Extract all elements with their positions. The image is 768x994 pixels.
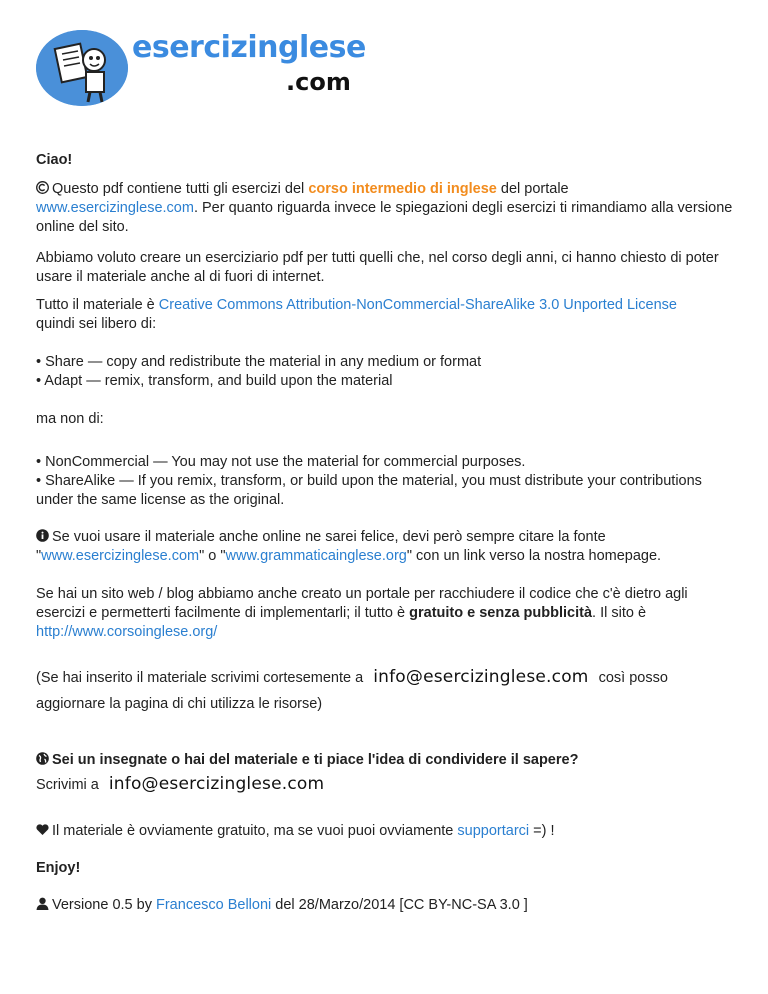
support-link[interactable]: supportarci <box>457 823 530 839</box>
support-text-2: =) ! <box>529 823 555 839</box>
course-link[interactable]: corso intermedio di inglese <box>308 181 497 197</box>
list-item: • ShareAlike — If you remix, transform, or build upon the material, you must distribute your contributions under the same license as the original. <box>36 473 702 508</box>
esercizinglese-link[interactable]: www.esercizinglese.com <box>41 548 200 564</box>
list-item: • NonCommercial — You may not use the material for commercial purposes. <box>36 454 526 470</box>
intro-paragraph <box>36 180 736 237</box>
version-text-2: del 28/Marzo/2014 [CC BY-NC-SA 3.0 ] <box>271 897 528 913</box>
notify-paragraph <box>36 668 736 688</box>
logo-domain: .com <box>286 68 351 96</box>
license-paragraph <box>36 296 736 334</box>
license-text-2: quindi sei libero di: <box>36 316 157 332</box>
license-text: Tutto il materiale è <box>36 297 159 313</box>
teacher-text: Scrivimi a <box>36 777 99 793</box>
email-link[interactable]: info@esercizinglese.com <box>108 774 325 794</box>
info-icon <box>36 529 49 542</box>
corsoinglese-link[interactable]: http://www.corsoinglese.org/ <box>36 624 218 640</box>
grammaticainglese-link[interactable]: www.grammaticainglese.org <box>225 548 407 564</box>
license-link[interactable]: Creative Commons Attribution-NonCommercial-ShareAlike 3.0 Unported License <box>158 297 677 313</box>
notify-text-2: così posso <box>598 670 668 686</box>
logo-wordmark: esercizinglese <box>132 30 366 65</box>
copyright-icon <box>36 181 49 194</box>
quote: " <box>36 548 42 564</box>
para-pdf: Abbiamo voluto creare un eserciziario pdf per tutti quelli che, nel corso degli anni, ci hanno chiesto di poter usare il materiale anche al di fuori di internet. <box>36 250 719 285</box>
notify-paragraph-2: aggiornare la pagina di chi utilizza le risorse) <box>36 696 323 712</box>
enjoy-label: Enjoy! <box>36 860 81 876</box>
intro-text-2: del portale <box>496 181 569 197</box>
logo-mascot-icon <box>36 30 128 106</box>
restrictions-list <box>36 453 736 510</box>
support-paragraph <box>36 822 736 841</box>
online-text-2: " con un link verso la nostra homepage. <box>406 548 662 564</box>
teacher-contact <box>36 775 736 795</box>
intro-text-3: . Per quanto riguarda invece le spiegazioni degli esercizi ti rimandiamo alla versione online del sito. <box>36 200 733 235</box>
list-item: • Share — copy and redistribute the material in any medium or format <box>36 354 482 370</box>
but-not-label: ma non di: <box>36 411 104 427</box>
version-line <box>36 896 736 915</box>
teacher-heading <box>36 751 736 770</box>
author-link[interactable]: Francesco Belloni <box>156 897 272 913</box>
teacher-heading-text: Sei un insegnate o hai del materiale e ti piace l'idea di condividere il sapere? <box>52 752 579 768</box>
intro-text: Questo pdf contiene tutti gli esercizi del <box>52 181 309 197</box>
blog-text-2: . Il sito è <box>592 605 647 621</box>
site-link[interactable]: www.esercizinglese.com <box>36 200 194 216</box>
globe-icon <box>36 752 49 765</box>
freedoms-list <box>36 353 736 391</box>
online-paragraph <box>36 528 736 566</box>
email-link[interactable]: info@esercizinglese.com <box>373 667 589 687</box>
online-text: Se vuoi usare il materiale anche online ne sarei felice, devi però sempre citare la fonte <box>52 529 606 545</box>
blog-paragraph <box>36 585 736 642</box>
user-icon <box>36 897 49 910</box>
heart-icon <box>36 823 49 836</box>
site-logo[interactable] <box>36 28 366 108</box>
support-text: Il materiale è ovviamente gratuito, ma se vuoi puoi ovviamente <box>52 823 458 839</box>
blog-text: Se hai un sito web / blog abbiamo anche creato un portale per racchiudere il codice che c'è dietro agli esercizi e permetterti facilmente di implementarli; il tutto è <box>36 586 688 621</box>
online-mid: " o " <box>199 548 226 564</box>
free-no-ads: gratuito e senza pubblicità <box>409 605 593 621</box>
notify-text: (Se hai inserito il materiale scrivimi cortesemente a <box>36 670 364 686</box>
version-text: Versione 0.5 by <box>52 897 156 913</box>
greeting: Ciao! <box>36 152 73 168</box>
list-item: • Adapt — remix, transform, and build upon the material <box>36 373 393 389</box>
